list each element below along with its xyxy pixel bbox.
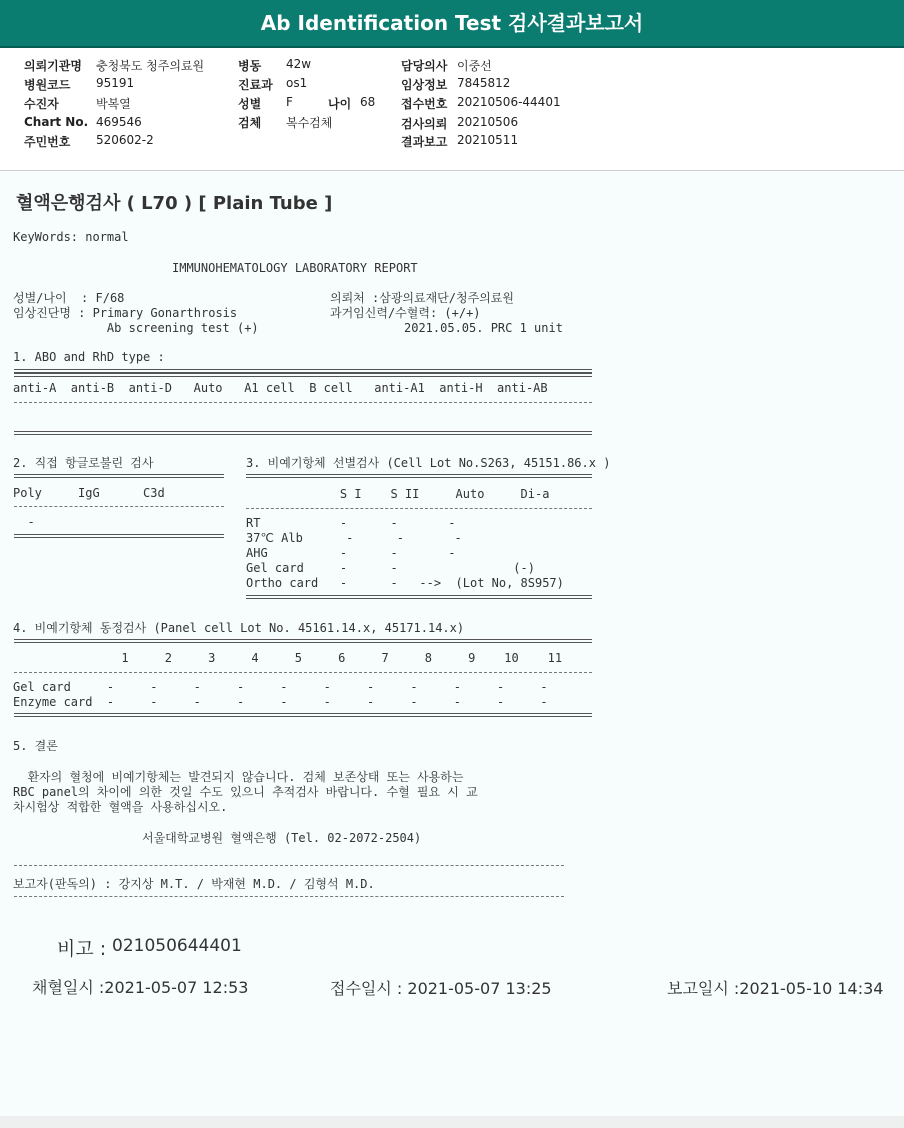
ward-label: 병동 (238, 59, 262, 73)
divider (14, 639, 592, 643)
divider (246, 595, 592, 599)
request-value: 20210506 (457, 115, 519, 129)
report-time: 보고일시 :2021-05-10 14:34 (667, 979, 884, 998)
hospital-code-value: 95191 (96, 76, 135, 90)
requester-line: 의뢰처 :삼광의료재단/청주의료원 (330, 291, 514, 305)
note-label: 비고 : (57, 938, 107, 960)
screen-row: Gel card - - (-) (246, 561, 535, 575)
abo-header: anti-A anti-B anti-D Auto A1 cell B cell anti-A1 anti-H anti-AB (13, 381, 548, 395)
divider (14, 431, 592, 435)
screen-row: RT - - - (246, 516, 456, 530)
dept-value: os1 (286, 76, 308, 90)
chart-label: Chart No. (24, 115, 89, 129)
sex-value: F (286, 95, 293, 109)
divider (14, 713, 592, 717)
diagnosis-line: 임상진단명 : Primary Gonarthrosis (13, 306, 238, 320)
conclusion-title: 5. 결론 (13, 739, 58, 753)
divider (14, 534, 224, 538)
patient-value: 박복열 (96, 97, 131, 111)
dat-header: Poly IgG C3d (13, 486, 165, 500)
ward-value: 42w (286, 57, 312, 71)
history-line: 과거임신력/수혈력: (+/+) (330, 306, 481, 320)
dat-value: - (13, 515, 35, 529)
page-title: Ab Identification Test 검사결과보고서 (0, 0, 904, 48)
receive-time: 접수일시 : 2021-05-07 13:25 (330, 979, 552, 998)
receipt-label: 접수번호 (401, 97, 448, 111)
screen-row: Ortho card - - --> (Lot No, 8S957) (246, 576, 564, 590)
request-label: 검사의뢰 (401, 117, 448, 131)
sex-label: 성별 (238, 97, 262, 111)
blood-bank-contact: 서울대학교병원 혈액은행 (Tel. 02-2072-2504) (142, 831, 422, 845)
age-value: 68 (360, 95, 376, 109)
specimen-label: 검체 (238, 116, 262, 130)
reporters: 보고자(판독의) : 강지상 M.T. / 박재현 M.D. / 김형석 M.D. (13, 877, 375, 891)
screen-title: 3. 비예기항체 선별검사 (Cell Lot No.S263, 45151.86.x ) (246, 456, 611, 470)
screen-header: S I S II Auto Di-a (246, 487, 550, 501)
divider (14, 865, 564, 866)
screen-row: AHG - - - (246, 546, 456, 560)
institution-value: 충청북도 청주의료원 (96, 59, 205, 73)
institution-label: 의뢰기관명 (24, 59, 82, 73)
specimen-value: 복수검체 (286, 116, 333, 130)
divider (246, 508, 592, 509)
panel-header: 1 2 3 4 5 6 7 8 9 10 11 (13, 651, 563, 665)
divider (14, 672, 592, 673)
panel-row: Gel card - - - - - - - - - - - (13, 680, 548, 694)
patient-info (0, 48, 904, 171)
divider (246, 474, 592, 478)
hospital-code-label: 병원코드 (24, 78, 71, 92)
history-detail: 2021.05.05. PRC 1 unit (404, 321, 563, 335)
keywords: KeyWords: normal (13, 230, 129, 244)
divider (14, 373, 592, 377)
divider (14, 402, 592, 403)
doctor-value: 이중선 (457, 59, 492, 73)
id-value: 520602-2 (96, 133, 154, 147)
sex-age-line: 성별/나이 : F/68 (13, 291, 125, 305)
dept-label: 진료과 (238, 78, 273, 92)
section-title: 혈액은행검사 ( L70 ) [ Plain Tube ] (16, 193, 333, 214)
chart-value: 469546 (96, 115, 142, 129)
clinical-value: 7845812 (457, 76, 511, 90)
dat-title: 2. 직접 항글로불린 검사 (13, 456, 154, 470)
panel-title: 4. 비예기항체 동정검사 (Panel cell Lot No. 45161.14.x, 45171.14.x) (13, 621, 465, 635)
report-label: 결과보고 (401, 135, 448, 149)
conclusion-line: RBC panel의 차이에 의한 것일 수도 있으니 추적검사 바랍니다. 수혈 필요 시 교 (13, 785, 478, 799)
receipt-value: 20210506-44401 (457, 95, 561, 109)
age-label: 나이 (328, 97, 352, 111)
divider (14, 506, 224, 507)
id-label: 주민번호 (24, 135, 71, 149)
note-value: 021050644401 (112, 936, 242, 956)
report-value: 20210511 (457, 133, 519, 147)
divider (14, 896, 564, 897)
doctor-label: 담당의사 (401, 59, 448, 73)
clinical-label: 임상정보 (401, 78, 448, 92)
patient-label: 수진자 (24, 97, 59, 111)
screening-line: Ab screening test (+) (13, 321, 259, 335)
screen-row: 37℃ Alb - - - (246, 531, 462, 545)
abo-title: 1. ABO and RhD type : (13, 350, 165, 364)
divider (14, 474, 224, 478)
report-heading: IMMUNOHEMATOLOGY LABORATORY REPORT (172, 261, 418, 275)
panel-row: Enzyme card - - - - - - - - - - - (13, 695, 548, 709)
conclusion-line: 차시험상 적합한 혈액을 사용하십시오. (13, 800, 228, 814)
collect-time: 채혈일시 :2021-05-07 12:53 (32, 978, 249, 997)
conclusion-line: 환자의 혈청에 비예기항체는 발견되지 않습니다. 검체 보존상태 또는 사용하는 (13, 770, 464, 784)
